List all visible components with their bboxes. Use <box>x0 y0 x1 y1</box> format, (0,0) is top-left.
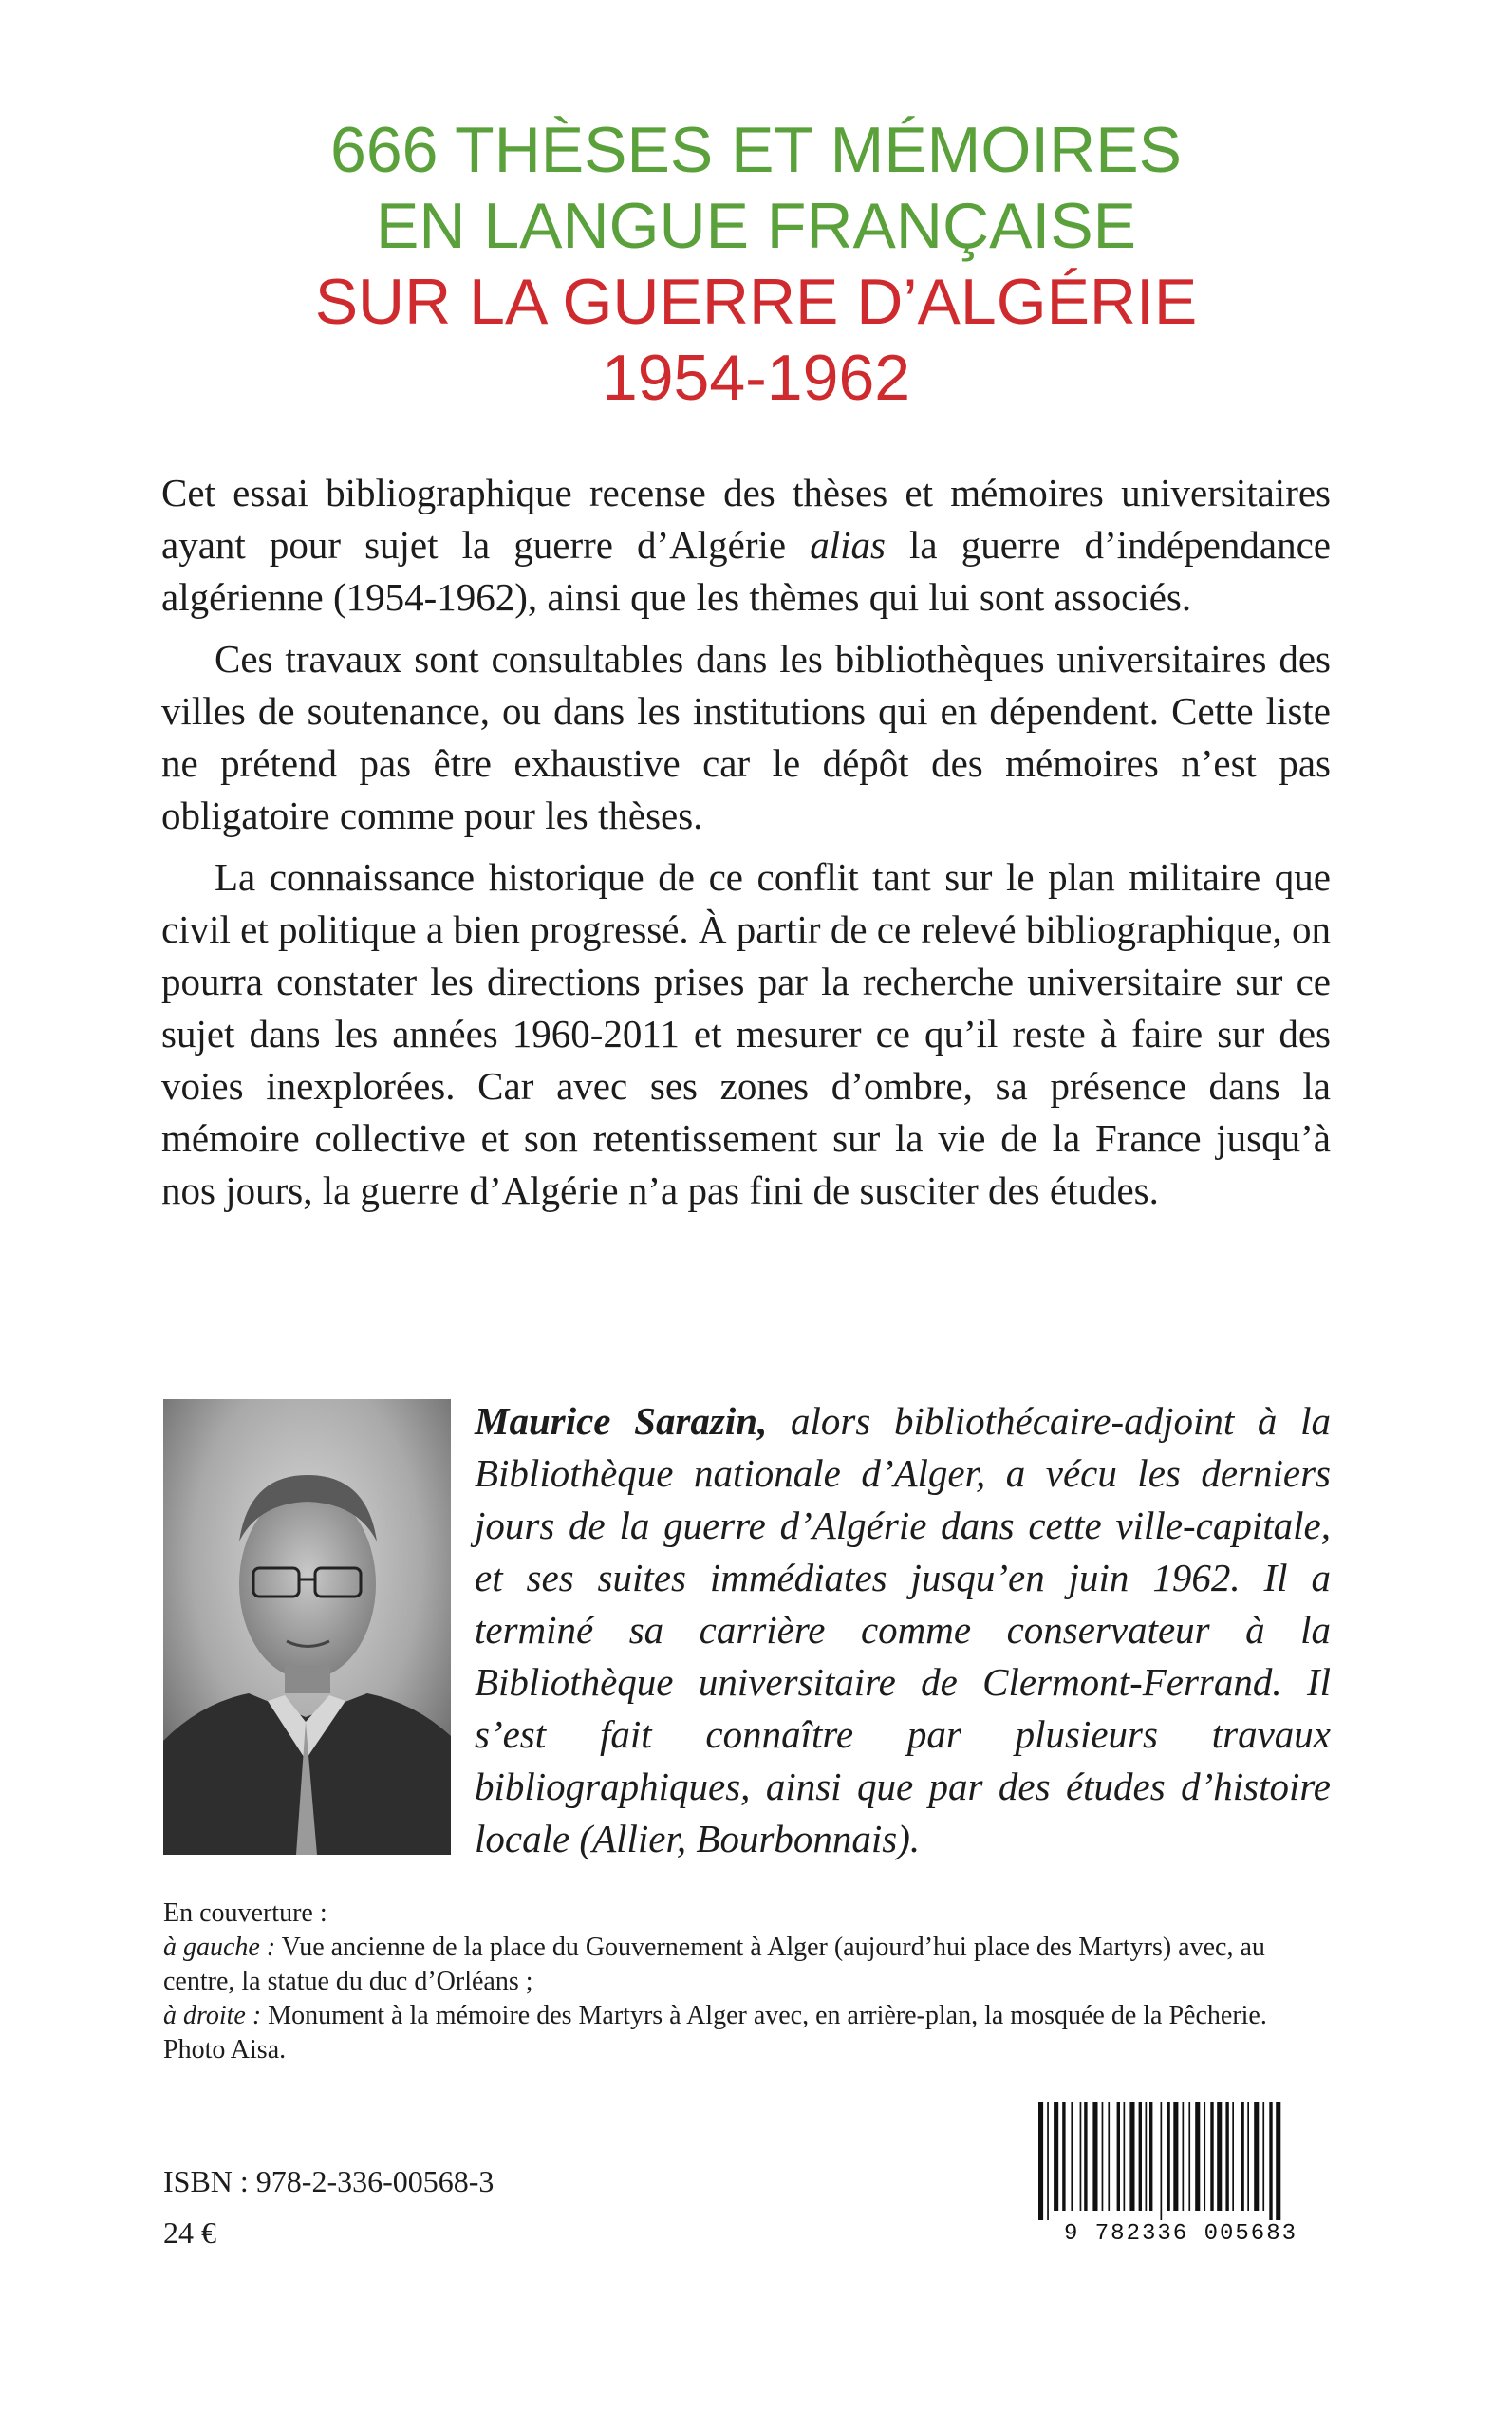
barcode-bar <box>1139 2102 1142 2211</box>
credits-right-text: Monument à la mémoire des Martyrs à Alger avec, en arrière-plan, la mosquée de la Pêcherie. Photo Aisa. <box>163 2001 1267 2064</box>
barcode-bar <box>1102 2102 1104 2211</box>
barcode-bar <box>1254 2102 1259 2211</box>
barcode-bar <box>1241 2102 1243 2211</box>
title-line-2: EN LANGUE FRANÇAISE <box>375 190 1137 262</box>
barcode-bar <box>1183 2102 1185 2211</box>
credits-right-label: à droite : <box>163 2001 262 2030</box>
barcode-bar <box>1232 2102 1234 2211</box>
barcode-bar <box>1269 2102 1272 2220</box>
barcode-graphic <box>1033 2101 1329 2243</box>
barcode-bar <box>1108 2102 1110 2211</box>
barcode-bar <box>1161 2102 1163 2220</box>
barcode-bar <box>1117 2102 1120 2211</box>
barcode-bar <box>1276 2102 1280 2220</box>
blurb-p1-part-b: la guerre d’indépendance algérienne (1954-1962), ainsi que les thèmes qui lui sont associés. <box>161 523 1331 619</box>
title-line-1: 666 THÈSES ET MÉMOIRES <box>330 114 1182 186</box>
title-line-4: 1954-1962 <box>601 342 911 414</box>
barcode-bar <box>1124 2102 1126 2211</box>
barcode-bar <box>1080 2102 1082 2211</box>
price: 24 € <box>163 2215 216 2250</box>
barcode-bar <box>1217 2102 1222 2211</box>
barcode-bar <box>1225 2102 1228 2211</box>
author-bio <box>475 1395 1331 1865</box>
barcode-bar <box>1262 2102 1264 2211</box>
credits-right <box>163 1999 1333 2067</box>
cover-credits <box>163 1896 1333 2067</box>
blurb-text <box>161 467 1331 1226</box>
barcode-bar <box>1210 2102 1213 2211</box>
author-portrait-illustration <box>163 1399 451 1855</box>
barcode-bar <box>1071 2102 1073 2211</box>
author-name: Maurice Sarazin, <box>475 1399 768 1443</box>
barcode-bar <box>1092 2102 1097 2211</box>
book-title <box>0 112 1512 416</box>
barcode-bar <box>1149 2102 1152 2211</box>
blurb-paragraph-2: Ces travaux sont consultables dans les bibliothèques universitaires des villes de soutenance, ou dans les institutions qui en dépendent. Cette liste ne prétend pas être exhaustive car le dépôt des mémoires n’est pas obligatoire comme pour les thèses. <box>161 637 1331 837</box>
barcode-bar <box>1188 2102 1190 2211</box>
barcode-bar <box>1195 2102 1200 2211</box>
author-bio-text: alors bibliothécaire-adjoint à la Bibliothèque nationale d’Alger, a vécu les derniers jours de la guerre d’Algérie dans cette ville-capitale, et ses suites immédiates jusqu’en juin 1962. Il a terminé sa carrière comme conservateur à la Bibliothèque universitaire de Clermont-Ferrand. Il s’est fait connaître par plusieurs travaux bibliographiques, ainsi que par des études d’histoire locale (Allier, Bourbonnais). <box>475 1399 1331 1860</box>
barcode-bar <box>1146 2102 1148 2211</box>
barcode-bar <box>1047 2102 1049 2220</box>
author-photo <box>163 1399 451 1855</box>
barcode-digits: 9 782336 005683 <box>1063 2221 1298 2243</box>
barcode-bar <box>1062 2102 1065 2211</box>
barcode-bar <box>1038 2102 1043 2220</box>
barcode-bar <box>1173 2102 1178 2211</box>
barcode-bar <box>1204 2102 1205 2211</box>
credits-left <box>163 1931 1333 1999</box>
barcode <box>1033 2101 1329 2243</box>
isbn-number: ISBN : 978-2-336-00568-3 <box>163 2164 495 2198</box>
credits-heading: En couverture : <box>163 1898 327 1928</box>
blurb-paragraph-1 <box>161 467 1331 624</box>
blurb-p1-alias: alias <box>810 523 886 567</box>
title-line-3: SUR LA GUERRE D’ALGÉRIE <box>314 266 1198 338</box>
barcode-bar <box>1084 2102 1087 2211</box>
barcode-bar <box>1247 2102 1249 2211</box>
barcode-bar <box>1167 2102 1169 2211</box>
credits-left-label: à gauche : <box>163 1933 276 1962</box>
blurb-paragraph-3: La connaissance historique de ce conflit tant sur le plan militaire que civil et politique a bien progressé. À partir de ce relevé bibliographique, on pourra constater les directions prises par la recherche universitaire sur ce sujet dans les années 1960-2011 et mesurer ce qu’il reste à faire sur des voies inexplorées. Car avec ses zones d’ombre, sa présence dans la mémoire collective et son retentissement sur la vie de la France jusqu’à nos jours, la guerre d’Algérie n’a pas fini de susciter des études. <box>161 855 1331 1212</box>
credits-left-text: Vue ancienne de la place du Gouvernement à Alger (aujourd’hui place des Martyrs) avec, au centre, la statue du duc d’Orléans ; <box>163 1933 1265 1996</box>
barcode-bar <box>1054 2102 1058 2211</box>
blurb-p1-part-a: Cet essai bibliographique recense des thèses et mémoires universitaires ayant pour sujet la guerre d’Algérie <box>161 471 1331 567</box>
barcode-bar <box>1129 2102 1134 2211</box>
